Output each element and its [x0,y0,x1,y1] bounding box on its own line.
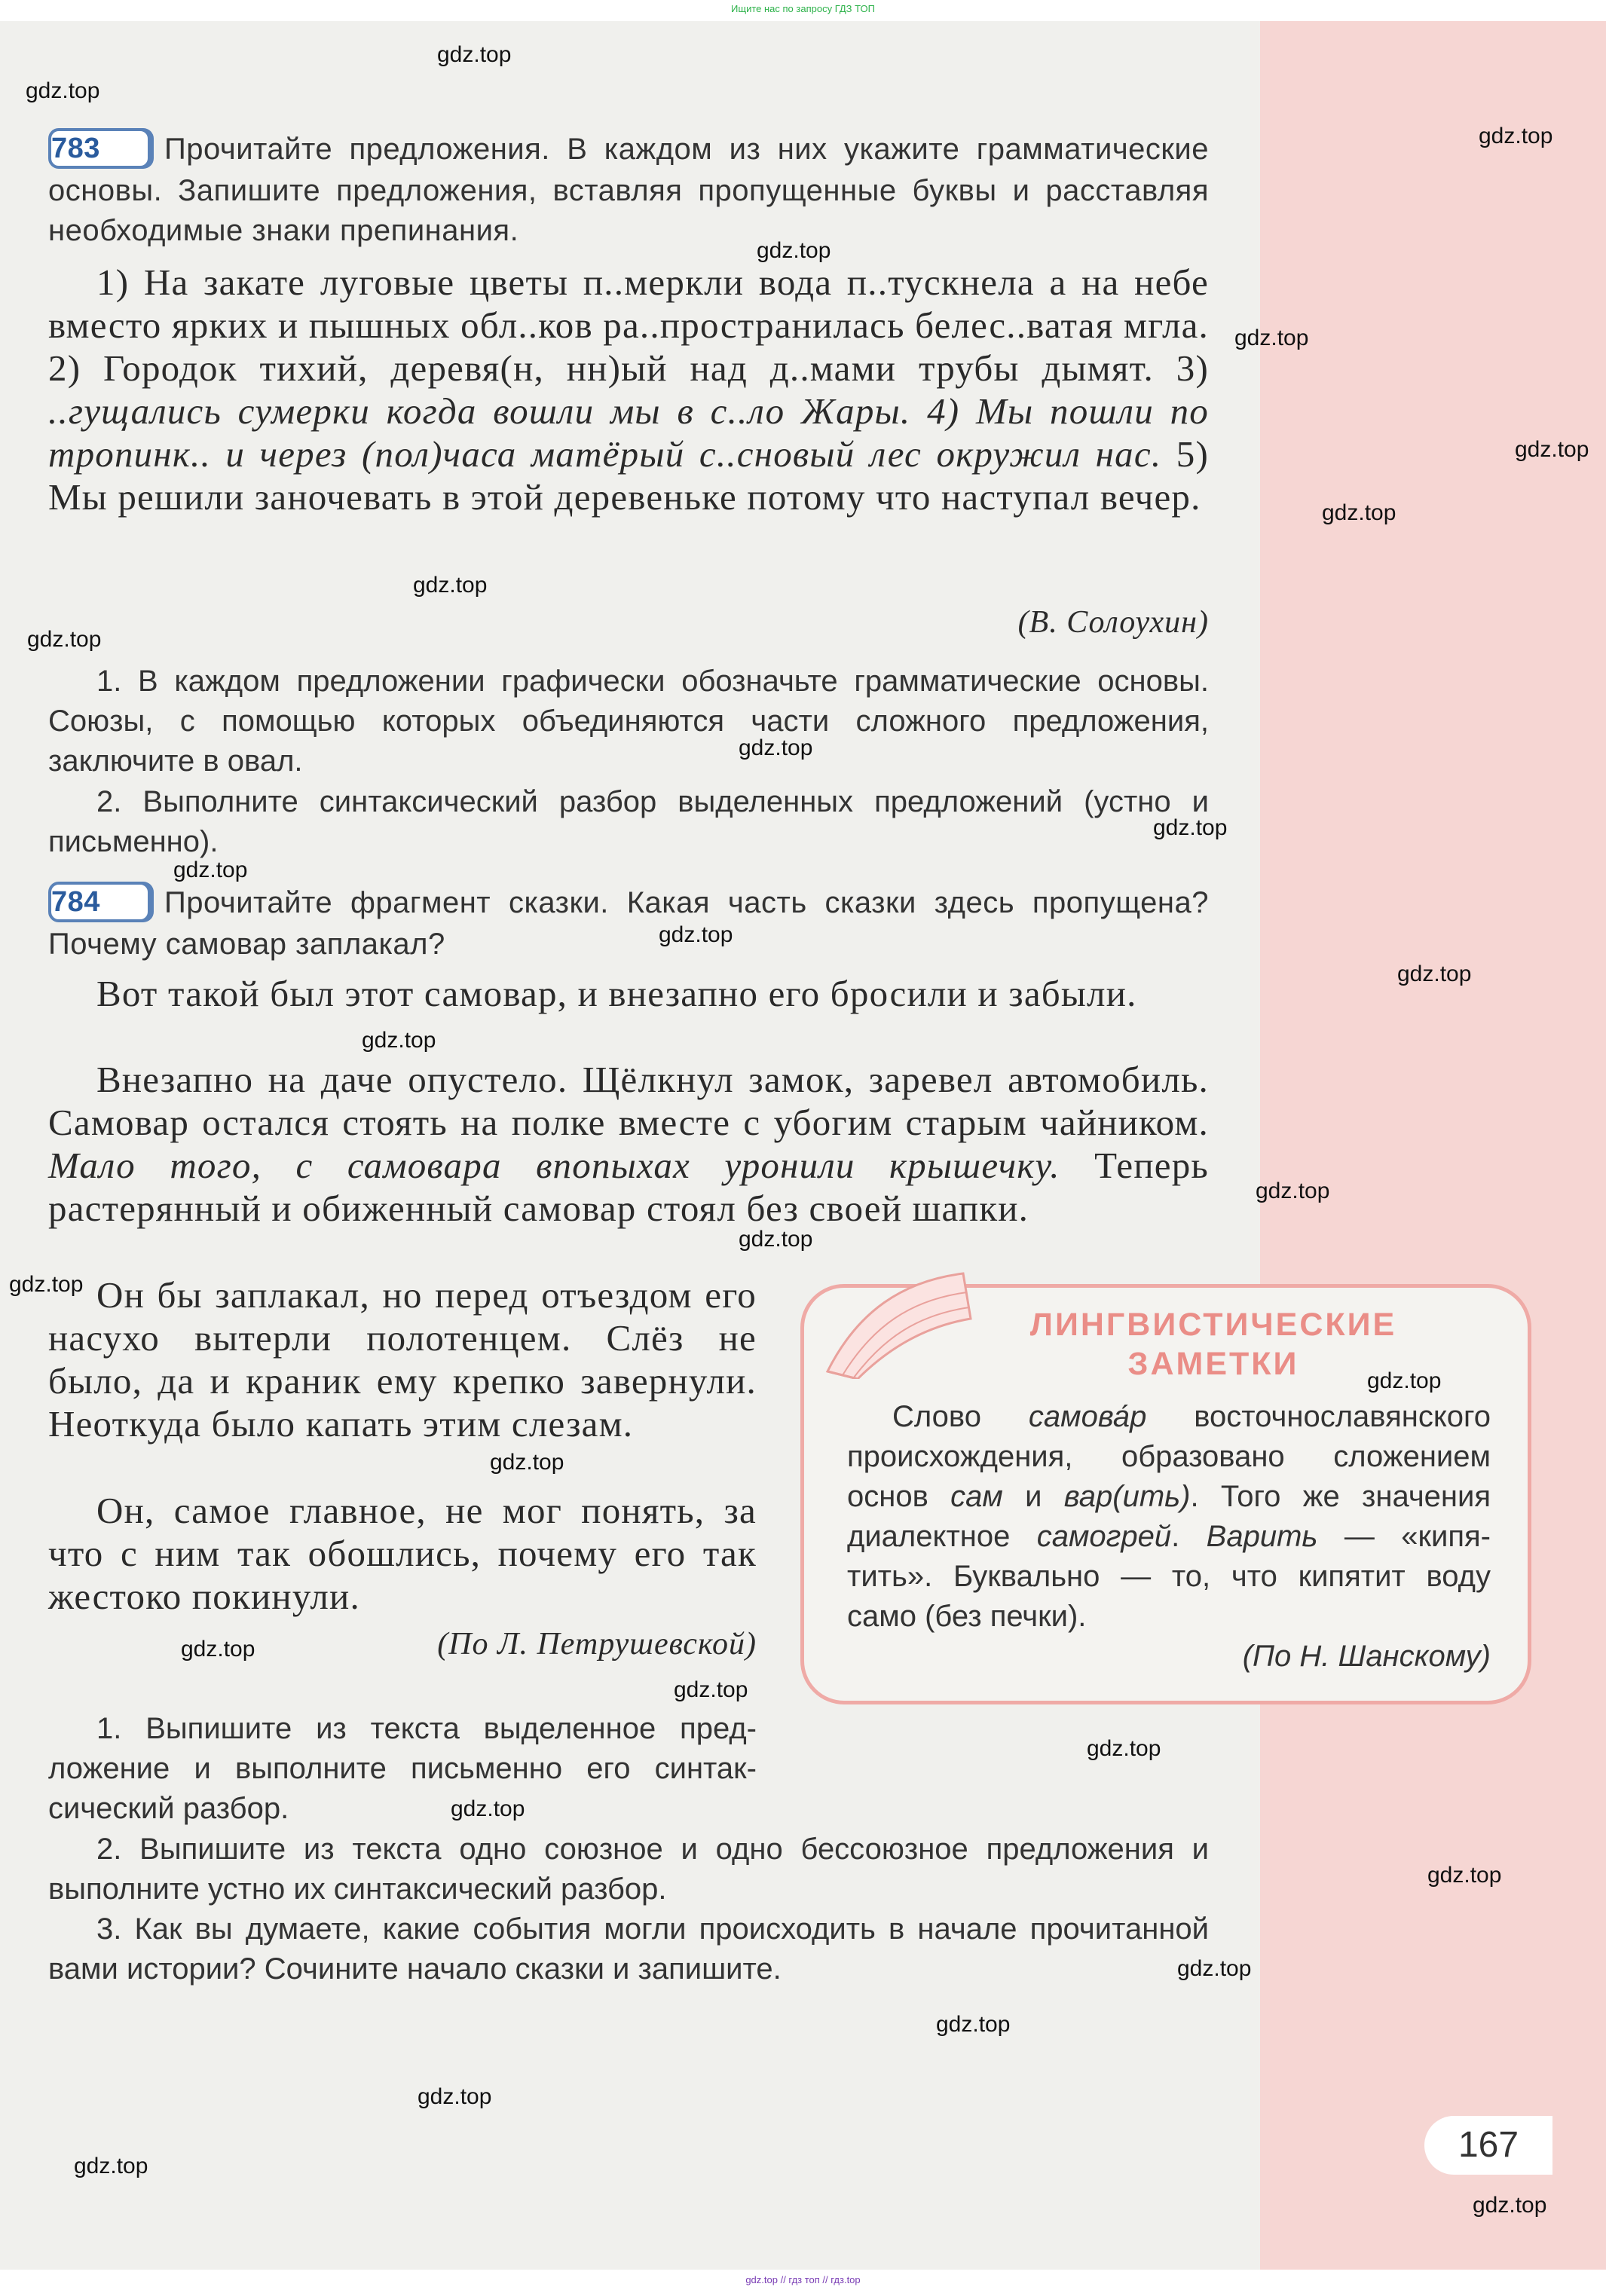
task-784-paragraph-2 [48,1058,1209,1230]
task-784-question-1: 1. Выпишите из текста выделенное предложение и выполните письменно его синтаксический разбор. [48,1712,757,1825]
watermark: gdz.top [659,922,733,947]
task-783-question-2: 2. Выполните синтаксический разбор выделенных предложений (устно и письменно). [48,785,1209,858]
ling-text-part: и [1002,1480,1064,1513]
watermark: gdz.top [674,1677,748,1702]
ling-text-part: . [1171,1520,1207,1553]
page-margin [1260,21,1606,2270]
ling-term-samogrey: самогрей [1036,1520,1172,1553]
watermark: gdz.top [181,1637,255,1662]
task-783-text-italic: ..гущались сумерки когда вошли мы в с..ло Жары. 4) Мы пошли по тропинк.. и через (пол)часа матёрый с..сновый лес окружил нас. [48,390,1209,475]
watermark: gdz.top [739,735,813,760]
task-783-question-1: 1. В каждом предложении графически обозначьте грамматические основы. Союзы, с помощью которых объединяются части сложного предложения, заключите в овал. [48,665,1209,778]
task-784-question-2: 2. Выпишите из текста одно союзное и одно бессоюзное предложения и выполните устно их синтаксический разбор. [48,1833,1209,1906]
watermark: gdz.top [1427,1863,1502,1888]
ling-text-part: . Того же значения диалектное [847,1480,1491,1553]
watermark: gdz.top [451,1796,525,1821]
watermark: gdz.top [9,1272,84,1297]
task-784-paragraph-2-b: Теперь растерянный и обиженный самовар стоял без своей шапки. [48,1145,1209,1229]
watermark: gdz.top [413,573,488,598]
watermark: gdz.top [74,2154,148,2178]
watermark: gdz.top [1473,2193,1547,2218]
task-784-author: (По Л. Петрушевской) [437,1627,757,1662]
task-783-text [48,261,1209,518]
watermark: gdz.top [362,1028,436,1053]
task-784-paragraph-3: Он бы заплакал, но перед отъездом его насухо вытерли полотенцем. Слёз не было, да и краник ему крепко завернули. Неоткуда было капать этим слезам. [48,1274,757,1445]
page-number: 167 [1424,2116,1552,2175]
task-783-author: (В. Солоухин) [1017,605,1209,640]
watermark: gdz.top [437,42,512,67]
ling-text-part: восточнославянского происхождения, образовано сложением основ [847,1400,1491,1513]
linguistic-notes-author: (По Н. Шанскому) [1242,1640,1491,1673]
watermark: gdz.top [418,2084,492,2109]
task-number-783: 783 [48,128,151,169]
task-784-paragraph-4: Он, самое главное, не мог понять, за что с ним так обошлись, почему его так жестоко покинули. [48,1490,757,1617]
watermark: gdz.top [1367,1368,1442,1393]
watermark: gdz.top [1256,1179,1330,1203]
linguistic-notes-title-line-1: ЛИНГВИСТИЧЕСКИЕ [1029,1307,1397,1343]
task-784-paragraph-2-a: Внезапно на даче опустело. Щёлкнул замок, заревел автомобиль. Самовар остался стоять на полке вместе с убогим старым чайником. [48,1059,1209,1143]
watermark: gdz.top [1177,1956,1252,1981]
watermark: gdz.top [757,238,831,263]
ling-text-part: Слово [892,1400,1029,1433]
ling-term-samovar: самова́р [1028,1400,1147,1433]
task-784-paragraph-1: Вот такой был этот самовар, и внезапно его бросили и забыли. [96,973,1137,1014]
watermark: gdz.top [1515,437,1589,462]
watermark: gdz.top [936,2012,1011,2037]
task-number-784: 784 [48,882,151,922]
ling-text-part: — «кипятить». Буквально — то, что кипятит воду само (без печки). [847,1520,1491,1633]
task-783-instruction-block [48,130,1209,251]
open-book-icon [812,1266,993,1379]
watermark: gdz.top [1479,124,1553,148]
ling-term-varit: Варить [1206,1520,1318,1553]
ling-term-sam: сам [950,1480,1003,1513]
watermark: gdz.top [26,78,100,103]
watermark: gdz.top [27,627,102,652]
top-banner: Ищите нас по запросу ГДЗ ТОП [731,3,875,14]
watermark: gdz.top [1153,815,1228,840]
task-784-question-3: 3. Как вы думаете, какие события могли происходить в начале прочитанной вами истории? Сочините начало сказки и запишите. [48,1912,1209,1986]
watermark: gdz.top [1234,326,1309,350]
watermark: gdz.top [1397,962,1472,986]
task-784-paragraph-2-italic: Мало того, с самовара впопыхах уронили крышечку. [48,1145,1060,1186]
task-784-instruction-block [48,883,1209,965]
task-783-instruction: Прочитайте предложения. В каждом из них укажите грамматические основы. Запишите предложения, вставляя пропущенные буквы и расставляя необходимые знаки препинания. [48,133,1209,248]
watermark: gdz.top [739,1227,813,1252]
task-783-text-regular: 1) На закате луговые цветы п..меркли вода п..тускнела а на небе вместо ярких и пышных обл..ков ра..пространилась белес..ватая мгла. 2) Городок тихий, деревя(н, нн)ый над д..мами трубы дымят. 3) [48,261,1209,389]
task-783-text-tail: 5) Мы решили заночевать в этой деревеньке потому что наступал вечер. [48,433,1210,518]
task-784-instruction: Прочитайте фрагмент сказки. Какая часть сказки здесь пропущена? Почему самовар заплакал? [48,886,1209,962]
linguistic-notes-text [847,1397,1491,1637]
watermark: gdz.top [490,1450,564,1475]
bottom-banner: gdz.top // гдз топ // гдз.top [745,2274,861,2285]
linguistic-notes-title-line-2: ЗАМЕТКИ [1127,1346,1299,1382]
watermark: gdz.top [1087,1736,1161,1761]
ling-term-var: вар(ить) [1063,1480,1191,1513]
watermark: gdz.top [173,858,248,882]
watermark: gdz.top [1322,500,1396,525]
